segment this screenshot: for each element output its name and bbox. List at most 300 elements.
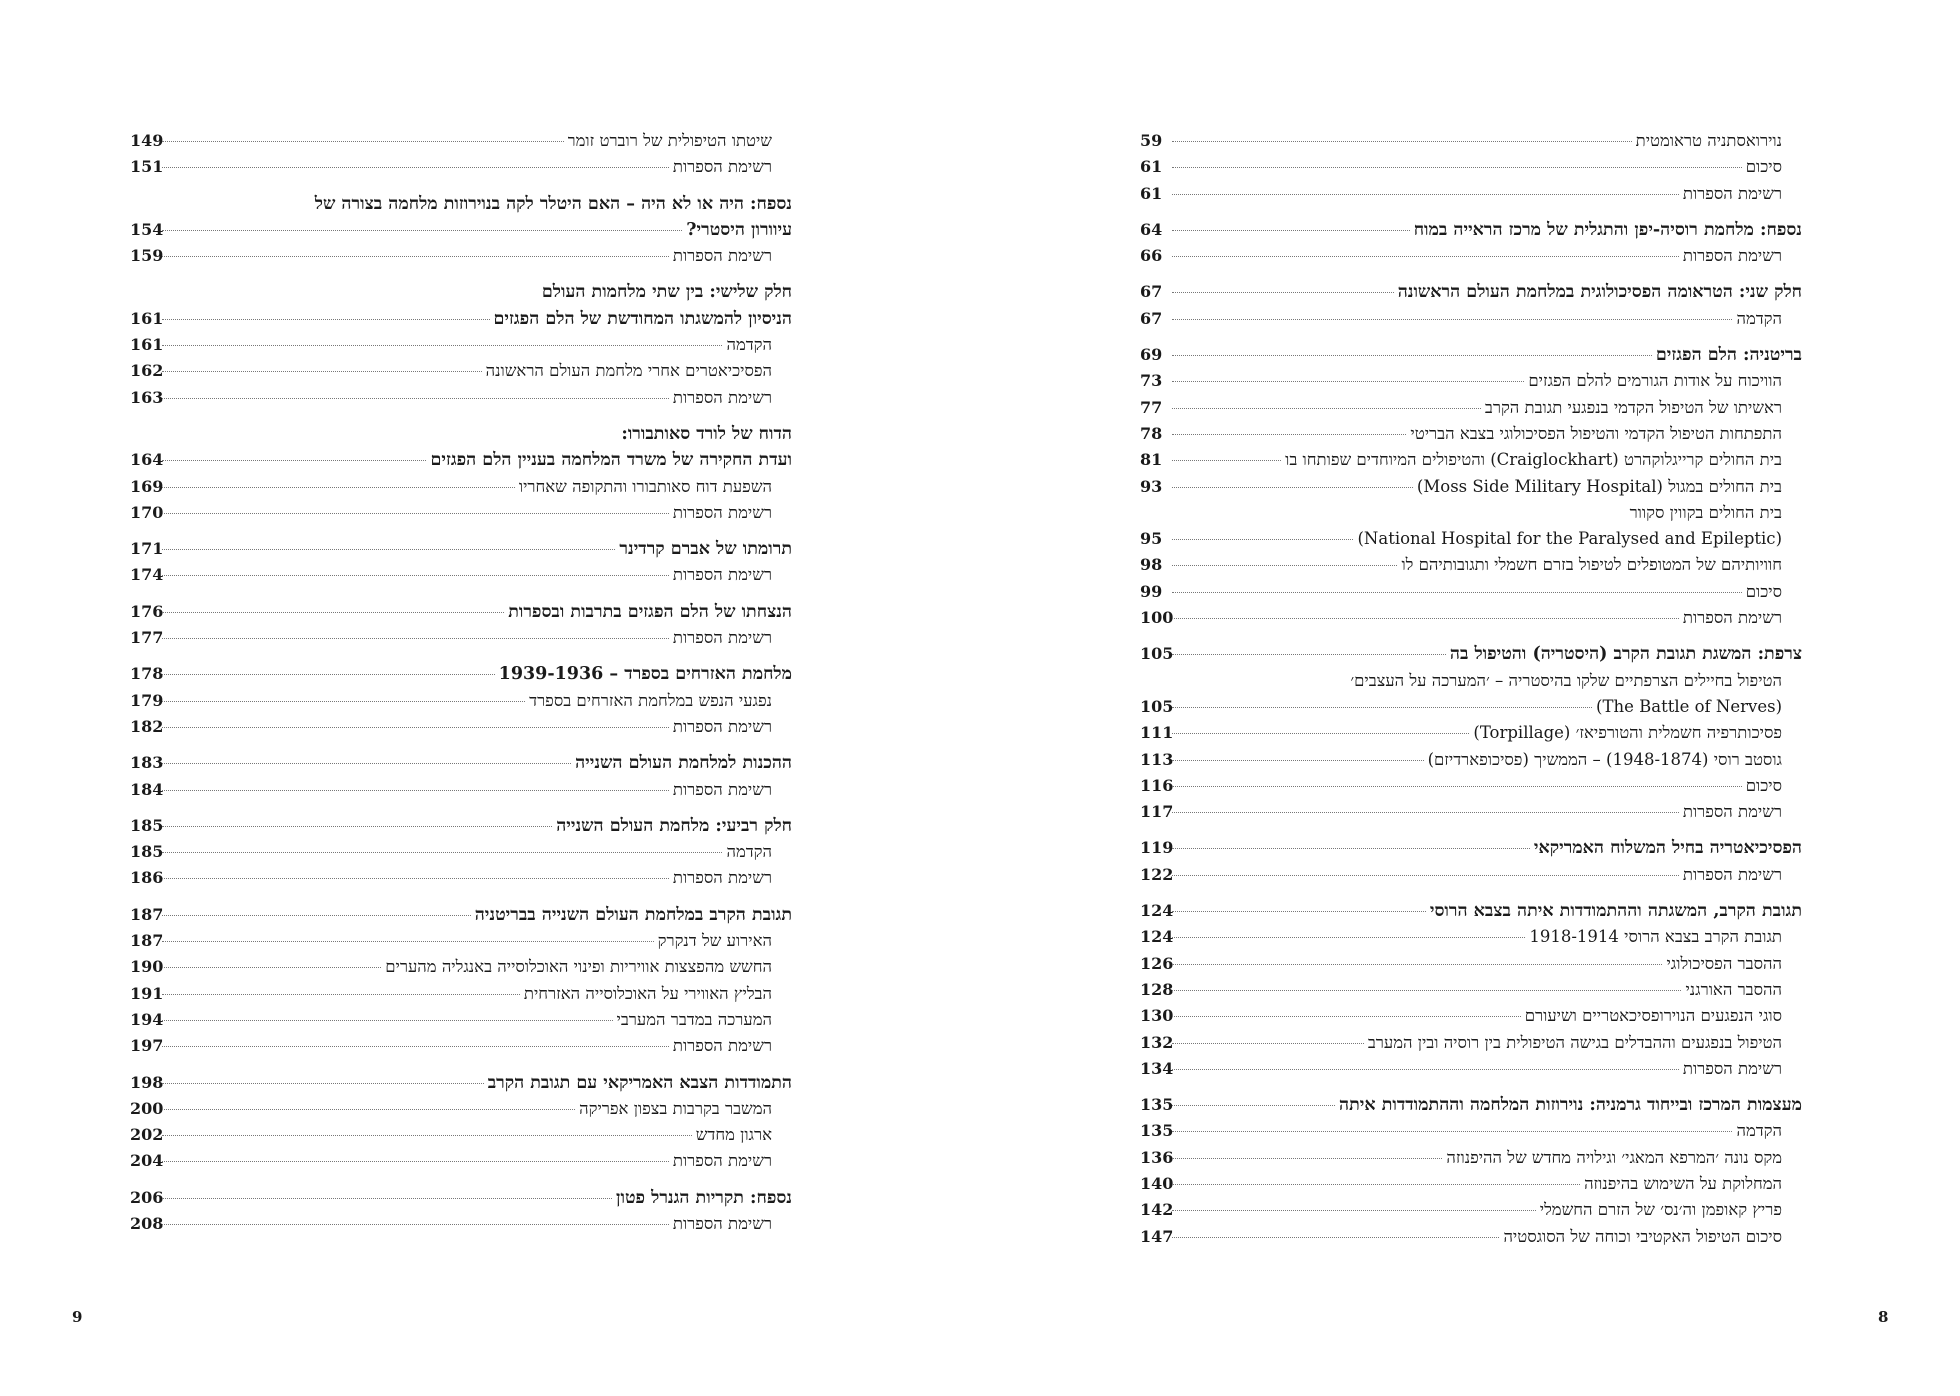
dot-leader (1172, 1210, 1536, 1211)
dot-leader (1172, 964, 1662, 965)
toc-entry-title: רשימת הספרות (672, 246, 772, 266)
toc-entry[interactable] (130, 474, 792, 500)
toc-entry-page-number: 98 (1140, 555, 1163, 575)
toc-entry-page-number: 206 (130, 1187, 164, 1207)
toc-entry-page-number: 117 (1140, 802, 1174, 822)
toc-entry[interactable] (1140, 1197, 1802, 1223)
dot-leader (1172, 1131, 1732, 1132)
dot-leader (1172, 565, 1397, 566)
dot-leader (1172, 1069, 1679, 1070)
dot-leader (1172, 786, 1742, 787)
toc-entry-title: הקדמה (1736, 1121, 1782, 1141)
toc-entry[interactable] (1140, 279, 1802, 305)
toc-entry-page-number: 61 (1140, 157, 1163, 177)
toc-entry[interactable] (130, 1070, 792, 1096)
toc-entry-title: רשימת הספרות (1682, 1058, 1782, 1078)
toc-entry-title: גוסטב רוסי (1948-1874) – הממשיך (פסיכופארדיזם) (1427, 749, 1782, 769)
toc-entry[interactable] (130, 661, 792, 687)
toc-entry-title: בית החולים במגול (Moss Side Military Hospital) (1416, 476, 1782, 496)
toc-entry[interactable] (1140, 552, 1802, 578)
toc-entry-title: הפסיכיאטרים אחרי מלחמת העולם הראשונה (485, 361, 772, 381)
toc-entry-page-number: 186 (130, 868, 164, 888)
toc-entry-page-number: 113 (1140, 749, 1174, 769)
toc-entry[interactable] (1140, 1003, 1802, 1029)
toc-entry-page-number: 194 (130, 1009, 164, 1029)
dot-leader (162, 701, 525, 702)
toc-entry-page-number: 130 (1140, 1006, 1174, 1026)
dot-leader (162, 256, 669, 257)
dot-leader (162, 878, 669, 879)
toc-entry-page-number: 59 (1140, 131, 1163, 150)
dot-leader (162, 826, 552, 827)
dot-leader (1172, 230, 1410, 231)
toc-entry-page-number: 198 (130, 1072, 164, 1092)
toc-entry-title: שיטתו הטיפולית של רוברט זומר (567, 131, 772, 150)
toc-entry-title: חוויותיהם של המטופלים לטיפול בזרם חשמלי ותגובותיהם לו (1401, 555, 1782, 575)
dot-leader (1172, 194, 1679, 195)
dot-leader (1172, 937, 1525, 938)
dot-leader (1172, 292, 1394, 293)
toc-entry[interactable] (1140, 898, 1802, 924)
toc-entry-page-number: 105 (1140, 644, 1174, 664)
dot-leader (1172, 990, 1681, 991)
toc-entry-page-number: 95 (1140, 529, 1163, 549)
toc-entry-title: ההסבר הפסיכולוגי (1666, 953, 1782, 973)
toc-left-page (130, 128, 792, 1237)
toc-entry[interactable] (130, 625, 792, 651)
toc-entry-page-number: 140 (1140, 1173, 1174, 1193)
toc-entry[interactable] (130, 750, 792, 776)
toc-entry[interactable] (1140, 1030, 1802, 1056)
toc-entry[interactable] (1140, 447, 1802, 473)
toc-entry-title: האירוע של דנקרק (657, 931, 772, 951)
page-number-right: 8 (1878, 1308, 1889, 1326)
dot-leader (162, 549, 615, 550)
toc-entry-page-number: 183 (130, 753, 164, 773)
dot-leader (162, 487, 515, 488)
toc-entry[interactable] (1140, 951, 1802, 977)
dot-leader (1172, 1184, 1580, 1185)
toc-entry-page-number: 67 (1140, 282, 1163, 302)
toc-entry[interactable] (130, 777, 792, 803)
toc-entry-title: הפסיכיאטריה בחיל המשלוח האמריקאי (1533, 838, 1802, 859)
toc-entry[interactable] (1140, 835, 1802, 861)
dot-leader (1172, 1237, 1499, 1238)
toc-entry[interactable] (1140, 1145, 1802, 1171)
toc-entry[interactable] (1140, 1118, 1802, 1144)
toc-entry-page-number: 170 (130, 502, 164, 522)
toc-entry-title: (National Hospital for the Paralysed and Epileptic) (1357, 529, 1782, 549)
toc-entry-title: התפתחות הטיפול הקדמי והטיפול הפסיכולוגי בצבא הבריטי (1410, 423, 1782, 443)
toc-entry-title: רשימת הספרות (672, 565, 772, 585)
toc-entry[interactable] (1140, 342, 1802, 368)
toc-entry-page-number: 151 (130, 157, 164, 177)
dot-leader (162, 575, 669, 576)
toc-entry-page-number: 147 (1140, 1226, 1174, 1246)
toc-entry-title: ראשיתו של הטיפול הקדמי בנפגעי תגובת הקרב (1484, 397, 1782, 417)
toc-entry-title: רשימת הספרות (1682, 864, 1782, 884)
dot-leader (1172, 539, 1353, 540)
dot-leader (162, 398, 669, 399)
dot-leader (1172, 408, 1481, 409)
toc-entry-title: תגובת הקרב במלחמת העולם השנייה בבריטניה (474, 904, 792, 925)
toc-entry[interactable] (130, 500, 792, 526)
dot-leader (1172, 707, 1592, 708)
toc-entry-page-number: 136 (1140, 1147, 1174, 1167)
toc-entry-title: מקס נונה ׳המרפא המאגי׳ וגילויה מחדש של ההיפנוזה (1446, 1147, 1782, 1167)
toc-entry-title: רשימת הספרות (672, 628, 772, 648)
toc-entry[interactable] (130, 385, 792, 411)
toc-entry-title: נספח: תקריות הגנרל פטון (616, 1187, 792, 1208)
toc-entry[interactable] (1140, 128, 1802, 154)
toc-entry-title: תגובת הקרב בצבא הרוסי 1918-1914 (1529, 927, 1782, 947)
toc-entry[interactable] (1140, 605, 1802, 631)
toc-entry[interactable] (130, 358, 792, 384)
toc-entry-title: רשימת הספרות (672, 1151, 772, 1171)
dot-leader (1172, 487, 1413, 488)
toc-entry[interactable] (130, 562, 792, 588)
toc-list (130, 128, 792, 1237)
dot-leader (162, 727, 669, 728)
toc-entry-title: השפעת דוח סאותבורו והתקופה שאחריו (518, 476, 772, 496)
toc-entry[interactable] (1140, 474, 1802, 500)
toc-entry[interactable] (1140, 579, 1802, 605)
toc-entry-page-number: 200 (130, 1098, 164, 1118)
toc-entry[interactable] (1140, 154, 1802, 180)
dot-leader (162, 345, 722, 346)
toc-entry-page-number: 185 (130, 842, 164, 862)
toc-entry-page-number: 164 (130, 450, 164, 470)
toc-entry-title: סיכום (1745, 581, 1782, 601)
toc-entry-title: רשימת הספרות (1682, 608, 1782, 628)
toc-entry-page-number: 204 (130, 1151, 164, 1171)
toc-right-page (1140, 128, 1802, 1250)
dot-leader (162, 790, 669, 791)
dot-leader (162, 1083, 484, 1084)
toc-entry-page-number: 179 (130, 690, 164, 710)
toc-entry-page-number: 174 (130, 565, 164, 585)
toc-list (1140, 128, 1802, 1250)
toc-entry-title: חלק שני: הטראומה הפסיכולוגית במלחמת העולם הראשונה (1397, 282, 1802, 303)
toc-entry-title: רשימת הספרות (672, 157, 772, 177)
toc-entry[interactable] (1140, 747, 1802, 773)
toc-entry-title: ההסבר האורגני (1685, 979, 1782, 999)
toc-entry-page-number: 154 (130, 219, 164, 239)
toc-entry[interactable] (130, 1096, 792, 1122)
toc-entry-title: המחלוקת על השימוש בהיפנוזה (1584, 1173, 1782, 1193)
toc-entry[interactable] (1140, 799, 1802, 825)
toc-entry[interactable] (130, 688, 792, 714)
toc-entry-title: הקדמה (726, 842, 772, 862)
dot-leader (1172, 381, 1524, 382)
toc-entry[interactable] (1140, 924, 1802, 950)
toc-entry[interactable] (130, 332, 792, 358)
toc-entry[interactable] (130, 865, 792, 891)
dot-leader (162, 460, 426, 461)
dot-leader (162, 1198, 612, 1199)
toc-entry-page-number: 66 (1140, 246, 1163, 266)
toc-entry-title: הטיפול בנפגעים וההבדלים בגישה הטיפולית בין רוסיה ובין המערב (1367, 1032, 1782, 1052)
dot-leader (1172, 434, 1406, 435)
toc-entry-page-number: 100 (1140, 608, 1174, 628)
dot-leader (1172, 812, 1679, 813)
dot-leader (1172, 1043, 1364, 1044)
dot-leader (1172, 760, 1424, 761)
dot-leader (162, 1224, 669, 1225)
toc-entry[interactable] (130, 599, 792, 625)
toc-entry[interactable] (1140, 181, 1802, 207)
dot-leader (1172, 733, 1469, 734)
dot-leader (162, 513, 669, 514)
toc-entry-page-number: 105 (1140, 696, 1174, 716)
dot-leader (162, 1161, 669, 1162)
toc-entry-heading-line: הדוח של לורד סאותבורו: (621, 423, 792, 444)
toc-entry-page-number: 197 (130, 1036, 164, 1056)
toc-entry-title: הניסיון להמשגתו המחודשת של הלם הפגזים (493, 308, 792, 329)
toc-entry-page-number: 184 (130, 779, 164, 799)
toc-entry-title: פריץ קאופמן וה׳נס׳ של הזרם החשמלי (1539, 1200, 1782, 1220)
toc-entry[interactable] (1140, 977, 1802, 1003)
toc-entry-title: רשימת הספרות (672, 1036, 772, 1056)
toc-entry-title: רשימת הספרות (1682, 183, 1782, 203)
toc-entry-title: נספח: מלחמת רוסיה-יפן והתגלית של מרכז הראייה במוח (1413, 219, 1802, 240)
dot-leader (162, 994, 520, 995)
toc-entry-title: רשימת הספרות (1682, 246, 1782, 266)
dot-leader (1172, 654, 1446, 655)
dot-leader (162, 1046, 669, 1047)
toc-entry-page-number: 171 (130, 539, 164, 559)
dot-leader (162, 1135, 692, 1136)
toc-entry-title: צרפת: המשגת תגובת הקרב (היסטריה) והטיפול בה (1449, 644, 1802, 665)
toc-entry-title: סיכום (1745, 157, 1782, 177)
toc-entry[interactable] (130, 243, 792, 269)
toc-entry[interactable] (1140, 243, 1802, 269)
toc-entry[interactable] (130, 813, 792, 839)
toc-entry-page-number: 202 (130, 1125, 164, 1145)
dot-leader (1172, 911, 1426, 912)
toc-entry-page-number: 119 (1140, 838, 1174, 858)
dot-leader (162, 763, 571, 764)
toc-entry-page-number: 67 (1140, 308, 1163, 328)
toc-entry[interactable] (1140, 773, 1802, 799)
toc-entry-page-number: 135 (1140, 1095, 1174, 1115)
toc-entry-title: סיכום הטיפול האקטיבי וכוחה של הסוגסטיה (1503, 1226, 1782, 1246)
toc-entry[interactable] (130, 839, 792, 865)
dot-leader (1172, 848, 1530, 849)
toc-entry[interactable] (130, 714, 792, 740)
toc-entry-page-number: 77 (1140, 397, 1163, 417)
toc-entry-heading-line: נספח: היה או לא היה – האם היטלר לקה בנוירוזות מלחמה בצורה של (314, 193, 792, 214)
toc-entry-title: הקדמה (1736, 308, 1782, 328)
toc-entry-page-number: 169 (130, 476, 164, 496)
toc-entry-title: סיכום (1745, 775, 1782, 795)
toc-entry[interactable] (1140, 395, 1802, 421)
toc-entry-page-number: 135 (1140, 1121, 1174, 1141)
dot-leader (162, 612, 504, 613)
toc-entry-heading-line: הטיפול בחיילים הצרפתיים שלקו בהיסטריה – ׳המערכה על העצבים׳ (1350, 670, 1782, 690)
toc-entry-page-number: 187 (130, 931, 164, 951)
toc-entry[interactable] (130, 902, 792, 928)
toc-entry-title: מלחמת האזרחים בספרד – 1939-1936 (498, 664, 792, 685)
toc-entry[interactable] (130, 1211, 792, 1237)
dot-leader (1172, 460, 1281, 461)
toc-entry-page-number: 176 (130, 601, 164, 621)
toc-entry[interactable] (1140, 1092, 1802, 1118)
toc-entry[interactable] (130, 1033, 792, 1059)
toc-entry[interactable] (130, 1148, 792, 1174)
dot-leader (162, 674, 495, 675)
toc-entry[interactable] (1140, 1171, 1802, 1197)
toc-entry-title: רשימת הספרות (672, 502, 772, 522)
toc-entry[interactable] (130, 1185, 792, 1211)
dot-leader (1172, 618, 1679, 619)
toc-entry-page-number: 161 (130, 335, 164, 355)
toc-entry[interactable] (130, 447, 792, 473)
toc-entry[interactable] (130, 1122, 792, 1148)
toc-entry-page-number: 61 (1140, 183, 1163, 203)
toc-entry-page-number: 149 (130, 131, 164, 150)
toc-entry[interactable] (130, 1007, 792, 1033)
dot-leader (1172, 319, 1732, 320)
dot-leader (1172, 1105, 1335, 1106)
toc-entry-title: רשימת הספרות (672, 716, 772, 736)
toc-entry-page-number: 124 (1140, 901, 1174, 921)
toc-entry-page-number: 93 (1140, 476, 1163, 496)
toc-entry-heading-line: בית החולים בקווין סקוור (1629, 502, 1782, 522)
toc-entry-title: הבליץ האווירי על האוכלוסייה האזרחית (523, 983, 772, 1003)
dot-leader (162, 852, 722, 853)
toc-entry-title: המשבר בקרבות בצפון אפריקה (579, 1098, 772, 1118)
toc-entry-title: חלק רביעי: מלחמת העולם השנייה (556, 815, 792, 836)
toc-entry-page-number: 177 (130, 628, 164, 648)
dot-leader (1172, 167, 1742, 168)
toc-entry[interactable] (1140, 421, 1802, 447)
toc-entry-title: תגובת הקרב, המשגתה וההתמודדות איתה בצבא הרוסי (1429, 901, 1802, 922)
toc-entry-title: רשימת הספרות (672, 1213, 772, 1233)
toc-entry-heading-line: חלק שלישי: בין שתי מלחמות העולם (541, 282, 792, 303)
toc-entry[interactable] (1140, 720, 1802, 746)
toc-entry-title: רשימת הספרות (1682, 802, 1782, 822)
toc-entry-title: הנצחתו של הלם הפגזים בתרבות ובספרות (508, 601, 792, 622)
toc-entry-page-number: 111 (1140, 723, 1174, 743)
dot-leader (1172, 355, 1652, 356)
toc-entry-page-number: 208 (130, 1213, 164, 1233)
dot-leader (162, 319, 490, 320)
toc-entry-title: הוויכוח על אודות הגורמים להלם הפגזים (1528, 371, 1782, 391)
toc-entry-title: בריטניה: הלם הפגזים (1655, 345, 1802, 366)
toc-entry-title: בית החולים קרייגלוקהרט (Craiglockhart) והטיפולים המיוחדים שפותחו בו (1285, 450, 1782, 470)
dot-leader (1172, 875, 1679, 876)
toc-entry-page-number: 134 (1140, 1058, 1174, 1078)
toc-entry[interactable] (1140, 306, 1802, 332)
dot-leader (162, 1020, 613, 1021)
toc-entry[interactable] (130, 154, 792, 180)
toc-entry-title: עיוורון היסטרי? (686, 219, 792, 240)
toc-entry-page-number: 182 (130, 716, 164, 736)
toc-entry[interactable] (130, 928, 792, 954)
toc-entry-page-number: 185 (130, 815, 164, 835)
toc-entry-page-number: 132 (1140, 1032, 1174, 1052)
toc-entry-page-number: 73 (1140, 371, 1163, 391)
page-number-left: 9 (72, 1308, 83, 1326)
toc-entry[interactable] (130, 306, 792, 332)
dot-leader (162, 638, 669, 639)
toc-entry-page-number: 128 (1140, 979, 1174, 999)
toc-entry-page-number: 178 (130, 664, 164, 684)
toc-entry-page-number: 190 (130, 957, 164, 977)
toc-entry[interactable] (130, 217, 792, 243)
toc-entry-title: החשש מהפצצות אוויריות ופינוי האוכלוסייה באנגליה מהערים (385, 957, 772, 977)
dot-leader (1172, 256, 1679, 257)
dot-leader (162, 167, 669, 168)
dot-leader (1172, 141, 1632, 142)
toc-entry[interactable] (1140, 1224, 1802, 1250)
toc-entry-title: התמודדות הצבא האמריקאי עם תגובת הקרב (487, 1072, 792, 1093)
toc-entry[interactable] (1140, 862, 1802, 888)
toc-entry-page-number: 187 (130, 904, 164, 924)
toc-entry-page-number: 161 (130, 308, 164, 328)
toc-entry-page-number: 78 (1140, 423, 1163, 443)
dot-leader (162, 371, 482, 372)
toc-entry[interactable] (1140, 368, 1802, 394)
toc-entry-page-number: 163 (130, 387, 164, 407)
dot-leader (162, 967, 381, 968)
toc-entry-title: סוגי הנפגעים הנוירופסיכאטריים ושיעורם (1524, 1006, 1782, 1026)
toc-entry-page-number: 159 (130, 246, 164, 266)
toc-entry-page-number: 162 (130, 361, 164, 381)
toc-entry-title: המערכה במדבר המערבי (616, 1009, 772, 1029)
dot-leader (1172, 1158, 1442, 1159)
toc-entry-page-number: 124 (1140, 927, 1174, 947)
dot-leader (162, 230, 682, 231)
toc-entry-title: ארגון מחדש (695, 1125, 772, 1145)
toc-entry[interactable] (1140, 641, 1802, 667)
toc-entry[interactable] (1140, 694, 1802, 720)
toc-entry[interactable] (130, 954, 792, 980)
toc-entry-page-number: 99 (1140, 581, 1163, 601)
toc-entry-page-number: 122 (1140, 864, 1174, 884)
toc-entry-title: ועדת החקירה של משרד המלחמה בעניין הלם הפגזים (430, 450, 792, 471)
toc-entry-title: רשימת הספרות (672, 868, 772, 888)
toc-entry-title: רשימת הספרות (672, 387, 772, 407)
dot-leader (162, 941, 654, 942)
toc-entry-title: תרומתו של אברם קרדינר (619, 539, 792, 560)
toc-entry-page-number: 142 (1140, 1200, 1174, 1220)
toc-entry-title: מעצמות המרכז ובייחוד גרמניה: נוירוזות המלחמה וההתמודדות איתה (1339, 1095, 1802, 1116)
toc-entry-page-number: 64 (1140, 219, 1163, 239)
toc-entry-title: נוירואסתניה טראומטית (1635, 131, 1782, 150)
toc-entry-title: נפגעי הנפש במלחמת האזרחים בספרד (529, 690, 772, 710)
toc-entry-title: ההכנות למלחמת העולם השנייה (575, 753, 792, 774)
dot-leader (1172, 592, 1742, 593)
dot-leader (162, 141, 564, 142)
toc-entry-page-number: 69 (1140, 345, 1163, 365)
toc-entry[interactable] (130, 981, 792, 1007)
dot-leader (1172, 1016, 1521, 1017)
toc-entry[interactable] (1140, 217, 1802, 243)
toc-entry-title: רשימת הספרות (672, 779, 772, 799)
toc-entry-page-number: 116 (1140, 775, 1174, 795)
toc-entry[interactable] (130, 128, 792, 154)
toc-entry-page-number: 81 (1140, 450, 1163, 470)
toc-entry[interactable] (1140, 1056, 1802, 1082)
toc-entry-title: הקדמה (726, 335, 772, 355)
toc-entry-page-number: 126 (1140, 953, 1174, 973)
dot-leader (162, 1109, 575, 1110)
toc-entry-title: פסיכותרפיה חשמלית והטורפיאז׳ (Torpillage) (1473, 723, 1782, 743)
toc-entry[interactable] (130, 536, 792, 562)
toc-entry[interactable] (1140, 526, 1802, 552)
